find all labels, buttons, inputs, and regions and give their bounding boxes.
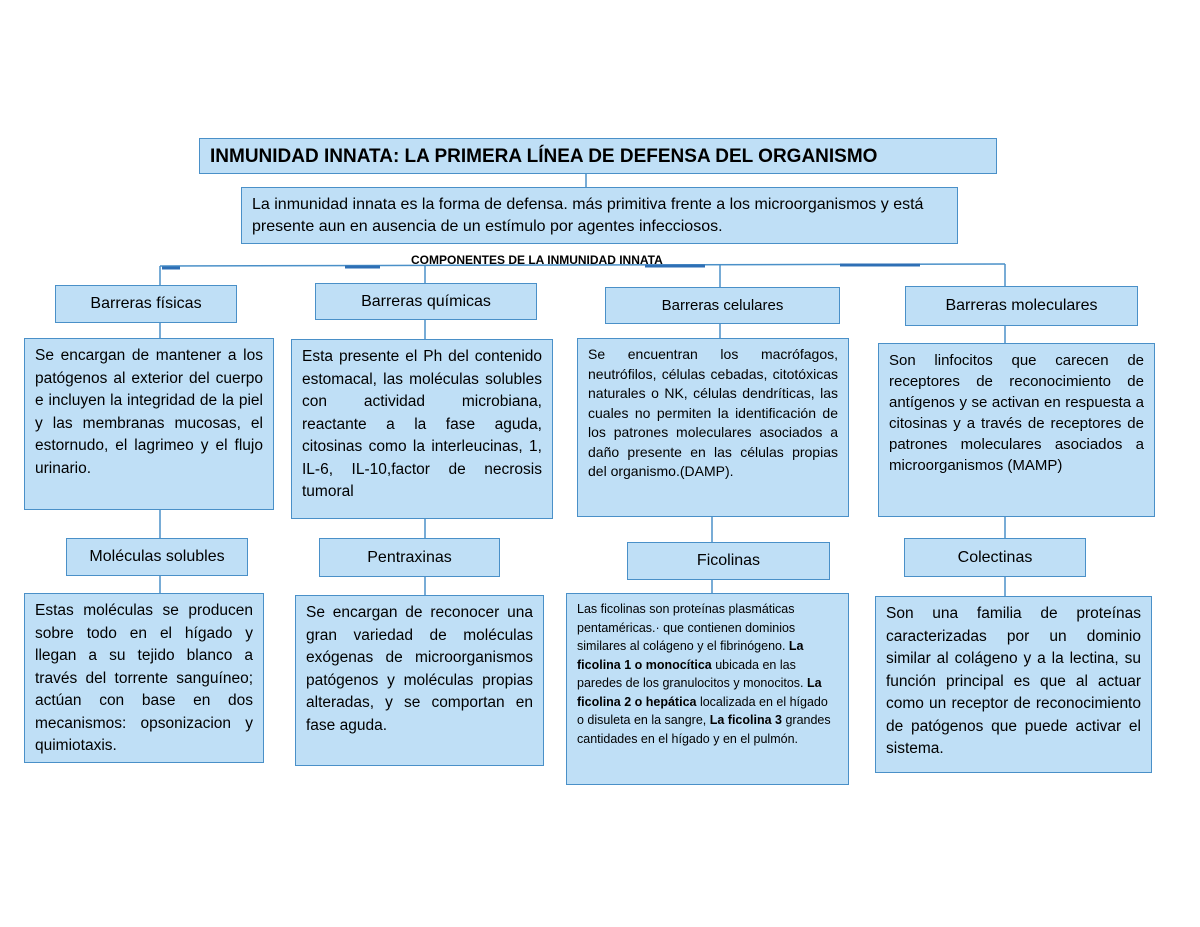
ficolinas-text-4: grandes cantidades en el hígado y en el pulmón. xyxy=(577,713,831,746)
header-ficolinas: Ficolinas xyxy=(627,542,830,580)
ficolina-1-label: La ficolina 1 o monocítica xyxy=(577,639,804,672)
header-barreras-quimicas: Barreras químicas xyxy=(315,283,537,320)
desc-moleculas-solubles: Estas moléculas se producen sobre todo en el hígado y llegan a su tejido blanco a través del torrente sanguíneo; actúan con base en dos mecanismos: opsonizacion y quimiotaxis. xyxy=(24,593,264,763)
header-colectinas: Colectinas xyxy=(904,538,1086,577)
desc-ficolinas xyxy=(566,593,849,785)
header-moleculas-solubles: Moléculas solubles xyxy=(66,538,248,576)
section-subtitle: COMPONENTES DE LA INMUNIDAD INNATA xyxy=(411,253,663,267)
intro-text: La inmunidad innata es la forma de defensa. más primitiva frente a los microorganismos y está presente aun en ausencia de un estímulo por agentes infecciosos. xyxy=(241,187,958,244)
ficolinas-text-2: ubicada en las paredes de los granulocitos y monocitos. xyxy=(577,657,807,690)
ficolina-2-label: La ficolina 2 o hepática xyxy=(577,676,822,709)
ficolinas-text-1: Las ficolinas son proteínas plasmáticas pentaméricas.· que contienen dominios similares al colágeno y el fibrinógeno. xyxy=(577,602,796,653)
desc-barreras-fisicas: Se encargan de mantener a los patógenos al exterior del cuerpo e incluyen la integridad de la piel y las membranas mucosas, el estornudo, el lagrimeo y el flujo urinario. xyxy=(24,338,274,510)
desc-pentraxinas: Se encargan de reconocer una gran variedad de moléculas exógenas de microorganismos patógenos y moléculas propias alteradas, y se comportan en fase aguda. xyxy=(295,595,544,766)
desc-barreras-celulares: Se encuentran los macrófagos, neutrófilos, células cebadas, citotóxicas naturales o NK, células dendríticas, las cuales no permiten la identificación de los patrones moleculares asociados a daño presente en las células propias del organismo.(DAMP). xyxy=(577,338,849,517)
header-barreras-celulares: Barreras celulares xyxy=(605,287,840,324)
header-barreras-fisicas: Barreras físicas xyxy=(55,285,237,323)
desc-barreras-moleculares: Son linfocitos que carecen de receptores de reconocimiento de antígenos y se activan en respuesta a citosinas y a través de receptores de patrones moleculares asociados a microorganismos (MAMP) xyxy=(878,343,1155,517)
ficolinas-text-3: localizada en el hígado o disuleta en la sangre, xyxy=(577,694,828,727)
page-title: INMUNIDAD INNATA: LA PRIMERA LÍNEA DE DEFENSA DEL ORGANISMO xyxy=(199,138,997,174)
desc-barreras-quimicas: Esta presente el Ph del contenido estomacal, las moléculas solubles con actividad microbiana, reactante a la fase aguda, citosinas como la interleucinas, 1, IL-6, IL-10,factor de necrosis tumoral xyxy=(291,339,553,519)
desc-colectinas: Son una familia de proteínas caracterizadas por un dominio similar al colágeno y a la lectina, su función principal es que al actuar como un receptor de reconocimiento de patógenos que puede activar el sistema. xyxy=(875,596,1152,773)
header-pentraxinas: Pentraxinas xyxy=(319,538,500,577)
header-barreras-moleculares: Barreras moleculares xyxy=(905,286,1138,326)
ficolina-3-label: La ficolina 3 xyxy=(709,713,782,727)
